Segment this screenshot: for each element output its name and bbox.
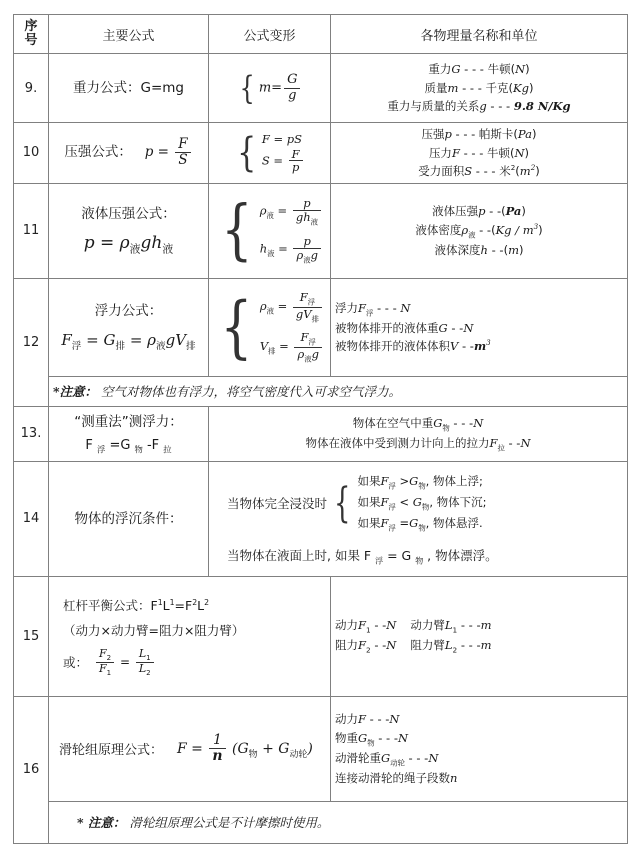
row-main-title: 压强公式： xyxy=(64,144,132,161)
unit-line: 重力与质量的关系g - - - 9.8 N/Kg xyxy=(387,99,571,114)
row-index: 16 xyxy=(14,696,49,843)
row-lever-formula xyxy=(49,576,331,696)
table-row xyxy=(14,406,628,461)
row-main-title: 滑轮组原理公式： xyxy=(59,743,164,759)
transform-equation: $\rho_液$ = $\frac{p}{gh_液}$ xyxy=(260,193,323,230)
note-text: 滑轮组原理公式是不计摩擦时使用。 xyxy=(129,815,330,831)
note-row xyxy=(14,801,628,843)
condition-lead: 当物体完全浸没时 xyxy=(227,496,328,512)
unit-line: 动力$F_1 - -N$ 动力臂$L_1$ - - -m xyxy=(335,618,492,635)
transform-equation: m= $\frac{G}{g}$ xyxy=(259,72,303,104)
row-index: 14 xyxy=(14,461,49,576)
header-index xyxy=(14,15,49,54)
row-main-formula xyxy=(49,406,209,461)
row-formula-expression: F $_浮$ =G $_物$ -F $_拉$ xyxy=(85,437,172,455)
left-brace-icon: { xyxy=(221,192,253,269)
row-main-formula xyxy=(49,696,331,801)
table-row xyxy=(14,278,628,376)
row-formula-expression: F = $\frac{1}{n}$ $(G_物 + G_{动轮})$ xyxy=(177,731,313,765)
table-row xyxy=(14,696,628,801)
condition-line: 如果$F_浮 =G_物$, 物体悬浮. xyxy=(357,516,483,533)
unit-line: 被物体排开的液体体积V - $-m^3$ xyxy=(335,338,491,354)
row-main-formula xyxy=(49,461,209,576)
left-brace-icon: { xyxy=(220,288,253,367)
unit-line: 物体在空气中重$G_物$ - - -N xyxy=(352,415,484,432)
row-index: 9. xyxy=(14,54,49,123)
row-main-title: 物体的浮沉条件： xyxy=(74,510,183,527)
row-index: 13. xyxy=(14,406,49,461)
note-text-container xyxy=(49,801,628,843)
unit-line: 液体密度$\rho_液 - -(Kg / m^3)$ xyxy=(415,221,543,240)
table-row xyxy=(14,183,628,278)
note-text: 空气对物体也有浮力，将空气密度代入可求空气浮力。 xyxy=(101,384,402,400)
left-brace-icon: { xyxy=(239,68,255,107)
unit-line: 液体压强p - -(Pa) xyxy=(432,204,526,219)
table-row xyxy=(14,123,628,184)
note-text-container xyxy=(49,376,628,406)
row-main-title: 重力公式：G=mg xyxy=(73,79,184,96)
unit-line: 浮力$F_浮$ - - - N xyxy=(335,300,411,317)
unit-line: 被物体排开的液体重G - -N xyxy=(335,320,474,335)
condition-line: 如果$F_浮 >G_物$, 物体上浮; xyxy=(357,473,483,490)
unit-line: 压强p - - - 帕斯卡(Pa) xyxy=(421,127,537,141)
unit-line: 动滑轮重$G_{动轮}$ - - -N xyxy=(335,750,439,768)
transform-equation: $V_排$ = $\frac{F_浮}{\rho_液g}$ xyxy=(260,327,324,367)
transform-equation: $\rho_液$ = $\frac{F_浮}{gV_排}$ xyxy=(260,287,324,327)
header-index-line2: 号 xyxy=(24,33,38,48)
row-main-title: 液体压强公式： xyxy=(81,205,176,222)
row-units xyxy=(331,576,628,696)
note-row xyxy=(14,376,628,406)
row-formula-transform xyxy=(209,123,331,184)
row-main-title: “测重法”测浮力： xyxy=(74,413,183,430)
header-formula-transform: 公式变形 xyxy=(209,15,331,54)
lever-fraction-expression: $\frac{F_2}{F_1}$ = $\frac{L_1}{L_2}$ xyxy=(94,648,156,677)
row-conditions xyxy=(209,461,628,576)
unit-line: 阻力$F_2 - -N$ 阻力臂$L_2$ - - -m xyxy=(335,638,492,655)
row-main-title: 浮力公式： xyxy=(94,302,163,319)
transform-equation: F = pS xyxy=(261,131,302,146)
header-quantities-units: 各物理量名称和单位 xyxy=(331,15,628,54)
unit-line: 重力G - - - 牛顿(N) xyxy=(428,62,530,77)
row-index: 10 xyxy=(14,123,49,184)
unit-line: 物体在液体中受到测力计向上的拉力$F_拉 - -N$ xyxy=(305,435,531,453)
row-units xyxy=(331,696,628,801)
table-row xyxy=(14,461,628,576)
lever-or-label: 或： xyxy=(63,655,89,671)
left-brace-icon: { xyxy=(237,129,257,176)
transform-equation: $h_液$ = $\frac{p}{\rho_液g}$ xyxy=(260,231,323,268)
row-formula-transform xyxy=(209,183,331,278)
row-units xyxy=(331,54,628,123)
row-units xyxy=(331,278,628,376)
row-index: 15 xyxy=(14,576,49,696)
row-main-formula xyxy=(49,123,209,184)
transform-equation: S = $\frac{F}{p}$ xyxy=(262,147,305,176)
row-index: 11 xyxy=(14,183,49,278)
header-index-line1: 序 xyxy=(24,18,38,34)
row-formula-expression: $p = \rho_液gh_液$ xyxy=(83,233,174,256)
table-row xyxy=(14,576,628,696)
row-formula-transform xyxy=(209,54,331,123)
lever-line xyxy=(63,648,156,677)
row-main-formula xyxy=(49,54,209,123)
row-formula-expression: p = $\frac{F}{S}$ xyxy=(145,144,193,160)
row-units xyxy=(331,123,628,184)
condition-extra: 当物体在液面上时, 如果 F $_浮$ = G $_物$ , 物体漂浮。 xyxy=(227,548,498,566)
table-row xyxy=(14,54,628,123)
physics-formula-table xyxy=(13,14,628,844)
unit-line: 质量m - - - 千克(Kg) xyxy=(424,80,534,95)
unit-line: 压力F - - - 牛顿(N) xyxy=(428,145,530,160)
row-main-formula xyxy=(49,183,209,278)
note-marker: * 注意： xyxy=(77,815,126,831)
table-header-row xyxy=(14,15,628,54)
condition-line: 如果$F_浮 < G_物$, 物体下沉; xyxy=(357,494,487,512)
unit-line: 动力F - - -N xyxy=(335,712,400,727)
left-brace-icon: { xyxy=(334,478,351,528)
note-marker: *注意： xyxy=(53,384,98,400)
row-main-formula xyxy=(49,278,209,376)
unit-line: 液体深度h - -(m) xyxy=(434,242,524,257)
row-formula-expression: $F_浮 = G_排 = \rho_液gV_排$ xyxy=(61,330,196,352)
unit-line: 物重$G_物$ - - -N xyxy=(335,730,409,747)
row-index: 12 xyxy=(14,278,49,406)
row-units xyxy=(209,406,628,461)
unit-line: 连接动滑轮的绳子段数n xyxy=(335,771,458,786)
lever-line: （动力×动力臂=阻力×阻力臂） xyxy=(63,622,245,638)
row-formula-transform xyxy=(209,278,331,376)
header-main-formula: 主要公式 xyxy=(49,15,209,54)
row-units xyxy=(331,183,628,278)
lever-line: 杠杆平衡公式：$F^1L^1=F^2L^2$ xyxy=(63,597,210,613)
unit-line: 受力面积S - - - 米$^2(m^2)$ xyxy=(418,163,540,179)
